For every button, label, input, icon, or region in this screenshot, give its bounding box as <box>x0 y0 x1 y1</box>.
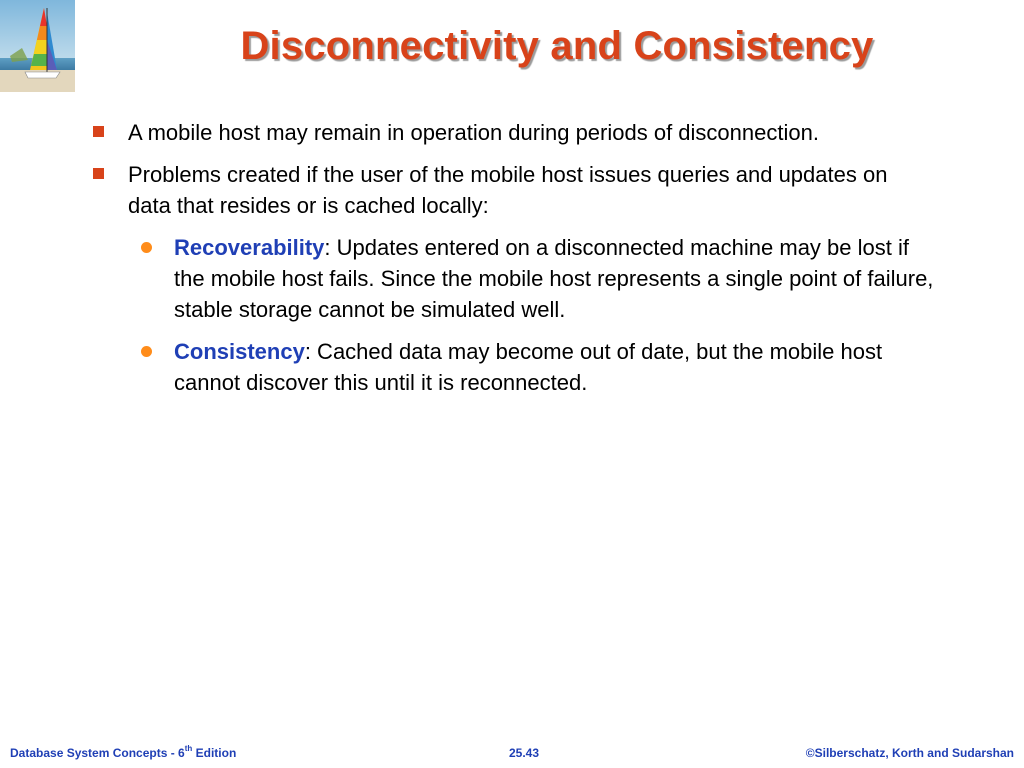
sub-bullet-item <box>174 336 944 398</box>
term-recoverability: Recoverability <box>174 235 325 260</box>
footer-page-number: 25.43 <box>509 746 540 760</box>
round-bullet-icon <box>141 242 152 253</box>
term-consistency: Consistency <box>174 339 305 364</box>
slide-title: Disconnectivity and Consistency <box>240 24 874 68</box>
bullet-item <box>128 159 908 221</box>
sub-bullet-text: : Cached data may become out of date, but the mobile host cannot discover this until it is reconnected. <box>174 339 883 395</box>
bullet-item <box>128 117 908 148</box>
square-bullet-icon <box>93 168 104 179</box>
bullet-text: Problems created if the user of the mobile host issues queries and updates on data that resides or is cached locally: <box>128 162 888 218</box>
footer-book-superscript: th <box>184 744 193 753</box>
footer-book-title <box>10 745 236 761</box>
footer-copyright: ©Silberschatz, Korth and Sudarshan <box>805 746 1014 760</box>
square-bullet-icon <box>93 126 104 137</box>
sub-bullet-item <box>174 232 944 325</box>
footer-book-suffix: Edition <box>192 746 237 760</box>
bullet-text: A mobile host may remain in operation during periods of disconnection. <box>128 120 819 145</box>
round-bullet-icon <box>141 346 152 357</box>
slide-content <box>0 117 1024 409</box>
footer-book-title-text: Database System Concepts - 6 <box>10 746 185 760</box>
sub-bullet-text: : Updates entered on a disconnected machine may be lost if the mobile host fails. Since the mobile host represents a single point of failure, stable storage cannot be simulated well. <box>174 235 934 322</box>
